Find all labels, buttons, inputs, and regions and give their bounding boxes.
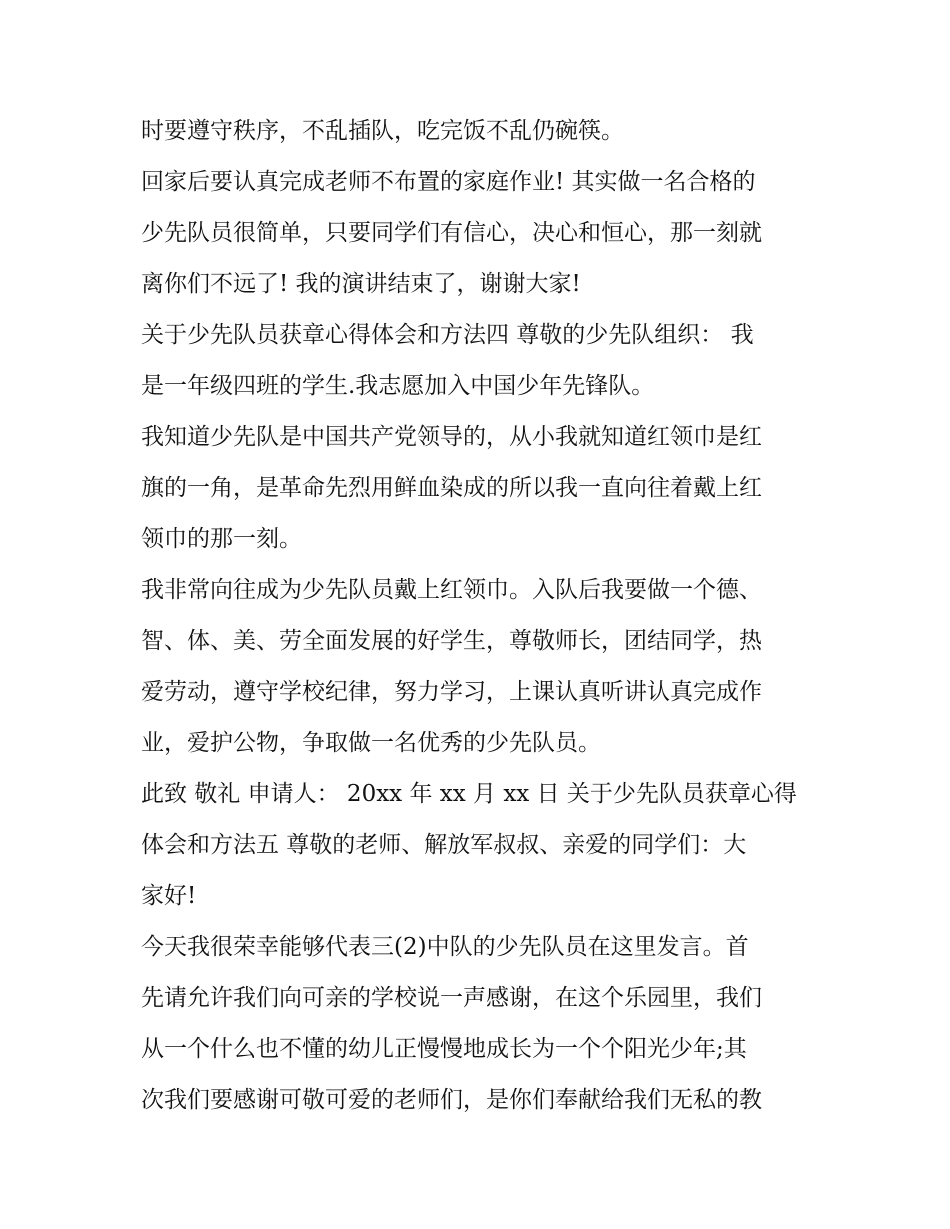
text-line-2: 回家后要认真完成老师不布置的家庭作业! 其实做一名合格的 [141, 169, 756, 195]
text-line-13: 业，爱护公物，争取做一名优秀的少先队员。 [141, 730, 601, 756]
text-line-18: 先请允许我们向可亲的学校说一声感谢，在这个乐园里，我们 [141, 985, 762, 1011]
text-line-7: 我知道少先队是中国共产党领导的，从小我就知道红领巾是红 [141, 424, 762, 450]
text-line-14: 此致 敬礼 申请人： 20xx 年 xx 月 xx 日 关于少先队员获章心得 [141, 781, 797, 807]
text-line-12: 爱劳动，遵守学校纪律，努力学习，上课认真听讲认真完成作 [141, 679, 762, 705]
text-line-4: 离你们不远了! 我的演讲结束了，谢谢大家! [141, 271, 581, 297]
text-line-6: 是一年级四班的学生.我志愿加入中国少年先锋队。 [141, 373, 655, 399]
text-line-1: 时要遵守秩序，不乱插队，吃完饭不乱仍碗筷。 [141, 118, 624, 144]
text-line-3: 少先队员很简单，只要同学们有信心，决心和恒心，那一刻就 [141, 220, 762, 246]
text-line-8: 旗的一角，是革命先烈用鲜血染成的所以我一直向往着戴上红 [141, 475, 762, 501]
document-body [141, 106, 821, 1126]
text-line-11: 智、体、美、劳全面发展的好学生，尊敬师长，团结同学，热 [141, 628, 762, 654]
text-line-15: 体会和方法五 尊敬的老师、解放军叔叔、亲爱的同学们：大 [141, 832, 747, 858]
text-line-20: 次我们要感谢可敬可爱的老师们，是你们奉献给我们无私的教 [141, 1087, 762, 1113]
text-line-5: 关于少先队员获章心得体会和方法四 尊敬的少先队组织： 我 [141, 322, 754, 348]
text-line-19: 从一个什么也不懂的幼儿正慢慢地成长为一个个阳光少年;其 [141, 1036, 747, 1062]
text-line-9: 领巾的那一刻。 [141, 526, 302, 552]
text-line-10: 我非常向往成为少先队员戴上红领巾。入队后我要做一个德、 [141, 577, 762, 603]
text-line-16: 家好! [141, 883, 197, 909]
text-line-17: 今天我很荣幸能够代表三(2)中队的少先队员在这里发言。首 [141, 934, 749, 960]
